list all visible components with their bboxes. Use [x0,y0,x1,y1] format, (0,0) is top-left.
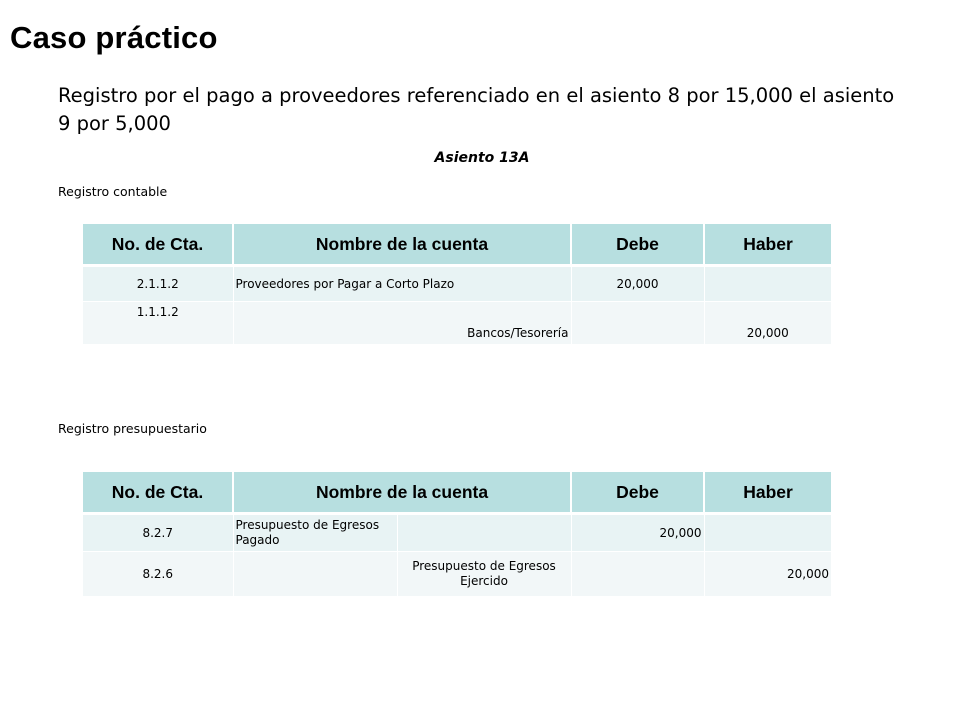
table-row [83,302,831,345]
table-header-row [83,472,831,514]
presupuestario-table [83,472,831,597]
cell-nombre: Presupuesto de Egresos Pagado [233,514,397,552]
cell-cuenta: 1.1.1.2 [83,302,233,345]
header-debe: Debe [571,224,704,266]
header-cuenta: No. de Cta. [83,224,233,266]
cell-cuenta: 8.2.6 [83,552,233,597]
cell-empty [397,514,571,552]
cell-debe [571,302,704,345]
table-header-row [83,224,831,266]
cell-nombre: Presupuesto de Egresos Ejercido [397,552,571,597]
header-haber: Haber [704,224,831,266]
cell-nombre: Bancos/Tesorería [233,302,571,345]
cell-cuenta: 2.1.1.2 [83,266,233,302]
header-debe: Debe [571,472,704,514]
section-label-contable: Registro contable [58,184,168,199]
cell-debe [571,552,704,597]
header-nombre: Nombre de la cuenta [233,472,571,514]
contable-table [83,224,831,345]
cell-debe: 20,000 [571,266,704,302]
cell-nombre: Proveedores por Pagar a Corto Plazo [233,266,571,302]
table-row [83,266,831,302]
cell-haber: 20,000 [704,302,831,345]
header-nombre: Nombre de la cuenta [233,224,571,266]
cell-empty [233,552,397,597]
table-row [83,514,831,552]
header-cuenta: No. de Cta. [83,472,233,514]
cell-debe: 20,000 [571,514,704,552]
header-haber: Haber [704,472,831,514]
cell-haber [704,266,831,302]
entry-label-text: Asiento 13A [434,150,530,166]
page-title: Caso práctico [10,20,218,55]
cell-haber [704,514,831,552]
intro-text: Registro por el pago a proveedores referenciado en el asiento 8 por 15,000 el asiento 9 por 5,000 [58,84,895,135]
section-label-presupuestario: Registro presupuestario [58,421,207,436]
cell-cuenta: 8.2.7 [83,514,233,552]
cell-haber: 20,000 [704,552,831,597]
entry-label [0,150,960,166]
table-row [83,552,831,597]
